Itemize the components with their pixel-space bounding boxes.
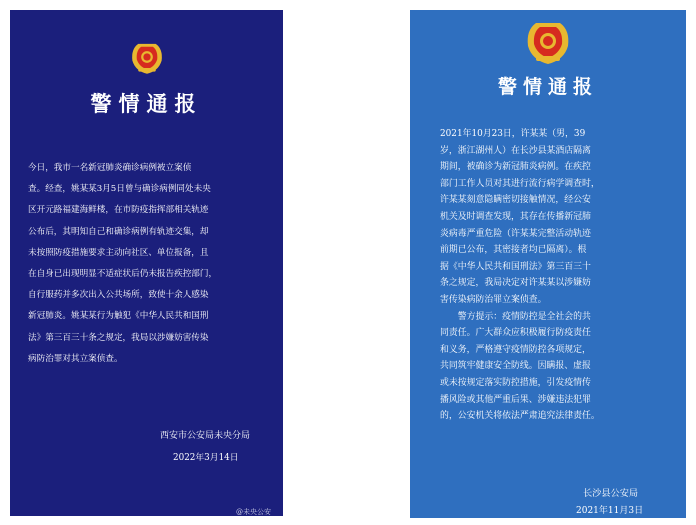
left-notice-panel (10, 10, 283, 516)
issue-date: 2021年11月3日 (576, 506, 644, 516)
weibo-watermark: @未央公安 (236, 508, 271, 516)
police-emblem-icon (522, 16, 574, 66)
issuing-organization: 长沙县公安局 (583, 488, 639, 499)
right-notice-panel (410, 10, 686, 518)
notice-title: 警情通报 (497, 76, 598, 98)
issuing-organization: 西安市公安局未央分局 (160, 431, 251, 441)
police-emblem-icon (128, 38, 166, 76)
notice-title: 警情通报 (90, 91, 203, 116)
notice-body: 2021年10月23日，许某某（男，39 岁，浙江湖州人）在长沙县某酒店隔离 期间，被确诊为新冠肺炎病例。在疾控 部门工作人员对其进行流行病学调查时， 许某某刻意隐瞒密切接触情况，经公安 机关及时调查发现，其存在传播新冠肺 炎病毒严重危险（许某某完整活动轨迹 前期已公布，其密接者均已隔离）。根 据《中华人民共和国刑法》第三百三十 条之规定，我局决定对许某某以涉嫌妨 害传染病防治罪立案侦查。 警方提示：疫情防控是全社会的共 同责任。广大群众应积极履行防疫责任 和义务，严格遵守疫情防控各项规定， 共同筑牢健康安全防线。因瞒报、虚报 或未按规定落实防控措施，引发疫情传 播风险或其他严重后果、涉嫌违法犯罪 的，公安机关将依法严肃追究法律责任。 (440, 129, 600, 422)
notice-body: 今日，我市一名新冠肺炎确诊病例被立案侦 查。经查，姚某某3月5日曾与确诊病例同处未央 区开元路福建海鲜楼，在市防疫指挥部相关轨迹 公布后，其明知自己和确诊病例有轨迹交集，却 未按照防疫措施要求主动向社区、单位报备，且 在自身已出现明显不适症状后仍未报告疾控部门， 自行服药并多次出入公共场所，致使十余人感染 新冠肺炎。姚某某行为触犯《中华人民共和国刑 法》第三百三十条之规定，我局以涉嫌妨害传染 病防治罪对其立案侦查。 (28, 163, 218, 364)
issue-date: 2022年3月14日 (173, 453, 239, 463)
